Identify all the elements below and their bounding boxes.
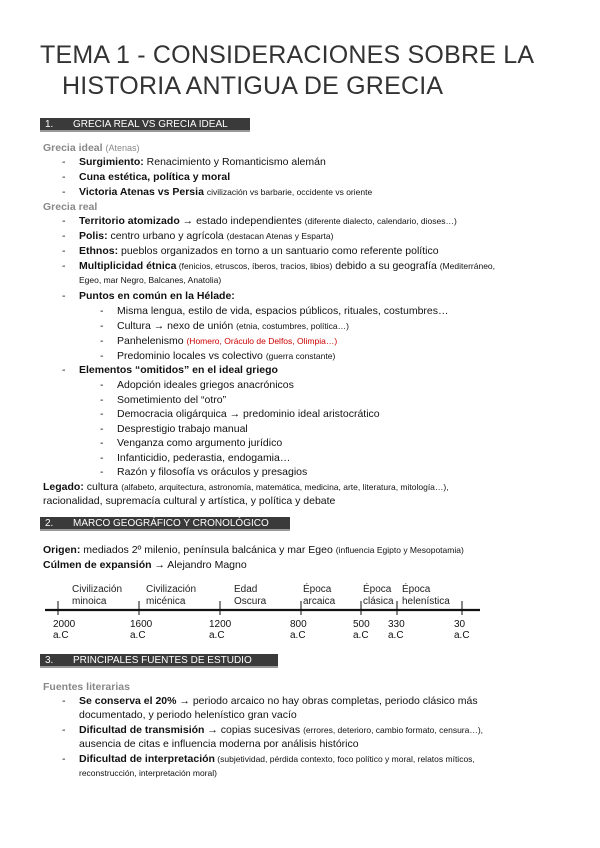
subheading-fuentes-literarias: Fuentes literarias (43, 681, 130, 693)
year-label: 800 a.C (290, 619, 307, 641)
list-item: - Victoria Atenas vs Persia civilización vs barbarie, occidente vs oriente (62, 186, 373, 198)
list-item: - Surgimiento: Renacimiento y Romanticismo alemán (62, 156, 326, 168)
list-item-continuation: ausencia de citas e influencia moderna por análisis histórico (79, 738, 359, 750)
year-label: 30 a.C (454, 619, 470, 641)
title-line-2: HISTORIA ANTIGUA DE GRECIA (62, 72, 444, 100)
sub-list-item: - Venganza como argumento jurídico (100, 437, 283, 449)
section-number: 3. (45, 655, 54, 666)
list-item-continuation: reconstrucción, interpretación moral) (79, 768, 217, 778)
sub-list-item: - Democracia oligárquica → predominio ideal aristocrático (100, 408, 380, 420)
section-number: 2. (45, 518, 54, 529)
subheading-grecia-ideal: Grecia ideal (Atenas) (43, 142, 140, 154)
culmen-line: Cúlmen de expansión → Alejandro Magno (43, 559, 247, 571)
list-item: - Se conserva el 20% → periodo arcaico no hay obras completas, periodo clásico más (62, 695, 478, 707)
list-item: - Territorio atomizado → estado independientes (diferente dialecto, calendario, dioses…) (62, 215, 457, 227)
year-label: 2000 a.C (53, 619, 76, 641)
list-item: - Cuna estética, política y moral (62, 171, 231, 183)
origen-line: Origen: mediados 2º milenio, península balcánica y mar Egeo (influencia Egipto y Mesopotamia) (43, 544, 464, 556)
period-label: Civilización micénica (146, 584, 197, 607)
list-item: - Ethnos: pueblos organizados en torno a un santuario como referente político (62, 245, 439, 257)
year-label: 1200 a.C (209, 619, 232, 641)
subheading-grecia-real: Grecia real (43, 201, 98, 213)
section-number: 1. (45, 119, 54, 130)
year-label: 330 a.C (388, 619, 405, 641)
list-item: - Elementos “omitidos” en el ideal griego (62, 364, 278, 376)
period-label: Civilización minoica (72, 584, 123, 607)
legado-paragraph: Legado: cultura (alfabeto, arquitectura, astronomía, matemática, medicina, arte, literatura, mitología…), (43, 481, 449, 493)
sub-list-item: - Infanticidio, pederastia, endogamia… (100, 452, 291, 464)
list-item-continuation: Egeo, mar Negro, Balcanes, Anatolia) (79, 275, 222, 285)
sub-list-item: - Misma lengua, estilo de vida, espacios públicos, rituales, costumbres… (100, 305, 449, 317)
sub-list-item: - Cultura → nexo de unión (etnia, costumbres, política…) (100, 320, 349, 332)
period-label: Edad Oscura (234, 584, 267, 607)
title-line-1: TEMA 1 - CONSIDERACIONES SOBRE LA (40, 41, 535, 69)
year-label: 500 a.C (353, 619, 370, 641)
legado-continuation: racionalidad, supremacía cultural y artística, y política y debate (43, 495, 336, 507)
section-label: MARCO GEOGRÁFICO Y CRONOLÓGICO (73, 518, 269, 529)
section-label: GRECIA REAL VS GRECIA IDEAL (73, 119, 228, 130)
sub-list-item: - Adopción ideales griegos anacrónicos (100, 379, 294, 391)
year-label: 1600 a.C (130, 619, 153, 641)
list-item: - Polis: centro urbano y agrícola (destacan Atenas y Esparta) (62, 230, 334, 242)
period-label: Época helenística (402, 584, 450, 607)
period-label: Época arcaica (303, 584, 336, 607)
sub-list-item: - Razón y filosofía vs oráculos y presagios (100, 466, 308, 478)
section-header-3 (40, 654, 278, 668)
list-item: - Dificultad de transmisión → copias sucesivas (errores, deterioro, cambio formato, censura…), (62, 724, 484, 736)
list-item: - Dificultad de interpretación (subjetividad, pérdida contexto, foco político y moral, relatos míticos, (62, 753, 475, 765)
list-item: - Puntos en común en la Hélade: (62, 290, 235, 302)
list-item-continuation: documentado, y periodo helenístico gran vacío (79, 709, 297, 721)
list-item: - Multiplicidad étnica (fenicios, etruscos, íberos, tracios, libios) debido a su geografía (Mediterráneo, (62, 260, 496, 272)
sub-list-item: - Sometimiento del “otro” (100, 394, 227, 406)
period-label: Época clásica (363, 584, 394, 607)
sub-list-item: - Predominio locales vs colectivo (guerra constante) (100, 350, 336, 362)
sub-list-item: - Panhelenismo (Homero, Oráculo de Delfos, Olimpia…) (100, 335, 338, 347)
sub-list-item: - Desprestigio trabajo manual (100, 423, 248, 435)
section-label: PRINCIPALES FUENTES DE ESTUDIO (73, 655, 252, 666)
